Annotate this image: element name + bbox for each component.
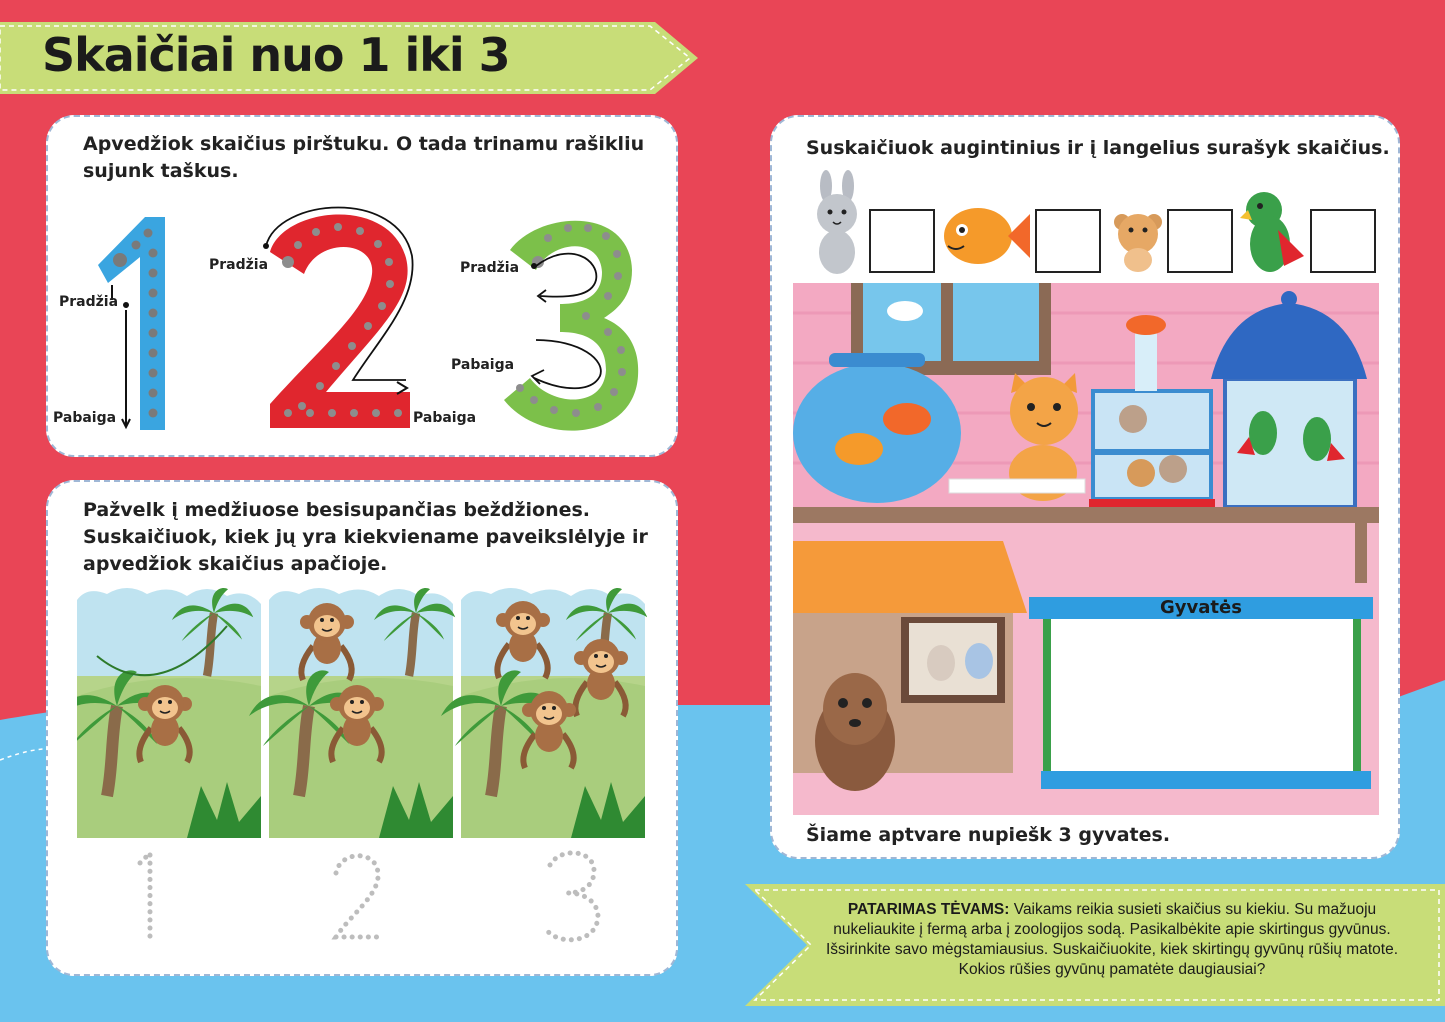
parent-tip-heading: PATARIMAS TĖVAMS: <box>847 901 1010 918</box>
digit-three-end-label: Pabaiga <box>451 357 515 373</box>
digit-one-trace[interactable] <box>50 205 200 440</box>
page-title: Skaičiai nuo 1 iki 3 <box>42 28 510 82</box>
digit-one-end-label: Pabaiga <box>53 410 117 426</box>
digit-three-trace[interactable] <box>500 210 645 445</box>
pets-footer: Šiame aptvare nupiešk 3 gyvates. <box>806 824 1171 846</box>
enclosure-sign: Gyvatės <box>1160 597 1242 618</box>
dotted-digits[interactable] <box>110 845 620 945</box>
digit-two-start-label: Pradžia <box>209 257 269 273</box>
hamster-icon <box>1114 214 1162 272</box>
pet-count-row <box>808 170 1388 280</box>
trace-instruction: Apvedžiok skaičius pirštuku. O tada trinamu rašikliu sujunk taškus. <box>83 133 645 182</box>
parent-tip-body: Vaikams reikia susieti skaičius su kiekiu. Su mažuoju nukeliaukite į fermą arba į zoologijos sodą. Pasikalbėkite apie skirtingus gyvūnus. Išsirinkite savo mėgstamiausius. Suskaičiuokite, kiek skirtingų gyvūnų rūšių matote. Kokios rūšies gyvūnų pamatėte daugiausiai? <box>825 901 1399 978</box>
digit-two-end-arrow <box>395 378 415 398</box>
digit-two-end-label: Pabaiga <box>413 410 477 426</box>
parent-tip <box>812 900 1412 980</box>
parrot-icon <box>1240 192 1304 272</box>
hamster-count-box <box>1168 210 1232 272</box>
parrot-count-box <box>1311 210 1375 272</box>
digit-two-trace[interactable] <box>258 200 418 435</box>
pets-instruction: Suskaičiuok augintinius ir į langelius surašyk skaičius. <box>806 137 1390 159</box>
fish-icon <box>944 208 1030 264</box>
rabbit-count-box <box>870 210 934 272</box>
snake-drawing-area[interactable] <box>1045 619 1359 773</box>
fish-count-box <box>1036 210 1100 272</box>
digit-three-start-label: Pradžia <box>460 260 520 276</box>
digit-one-start-label: Pradžia <box>59 294 119 310</box>
rabbit-icon <box>817 170 857 274</box>
monkey-panels <box>77 586 647 838</box>
monkey-instruction: Pažvelk į medžiuose besisupančias beždžiones. Suskaičiuok, kiek jų yra kiekviename paveikslėlyje ir apvedžiok skaičius apačioje. <box>83 499 648 575</box>
